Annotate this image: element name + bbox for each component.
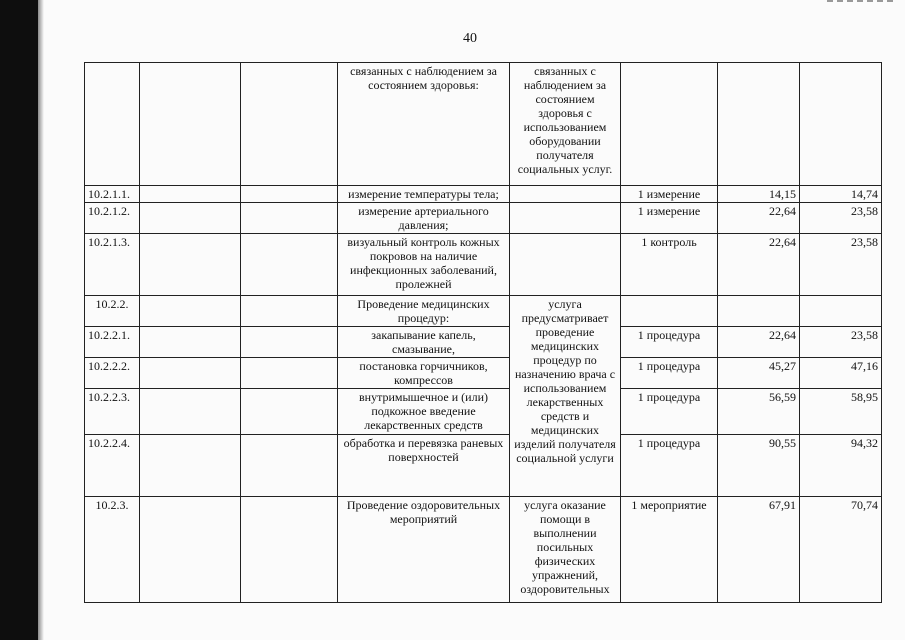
scan-artifact	[827, 0, 897, 2]
table-row	[85, 497, 882, 603]
page-number: 40	[463, 31, 477, 46]
service-name-cell: Проведение медицинских процедур:	[338, 296, 510, 327]
table-row	[85, 186, 882, 203]
price-cell: 14,74	[800, 186, 882, 203]
blank-cell	[140, 358, 241, 389]
unit-cell: 1 процедура	[621, 435, 718, 497]
table-row	[85, 327, 882, 358]
blank-cell	[140, 389, 241, 435]
blank-cell	[241, 234, 338, 296]
table-row	[85, 389, 882, 435]
tariff-table	[84, 62, 882, 603]
price-cell: 23,58	[800, 234, 882, 296]
price-cell: 22,64	[718, 234, 800, 296]
blank-cell	[241, 389, 338, 435]
price-cell: 23,58	[800, 327, 882, 358]
table-row	[85, 358, 882, 389]
code-cell: 10.2.1.2.	[85, 203, 140, 234]
price-cell: 22,64	[718, 327, 800, 358]
service-description-cell: связанных с наблюдением за состоянием здоровья с использованием оборудовании получателя социальных услуг.	[510, 63, 621, 186]
table-row	[85, 203, 882, 234]
blank-cell	[241, 497, 338, 603]
unit-cell: 1 измерение	[621, 203, 718, 234]
blank-cell	[140, 497, 241, 603]
unit-cell: 1 контроль	[621, 234, 718, 296]
blank-cell	[241, 358, 338, 389]
price-cell: 67,91	[718, 497, 800, 603]
service-name-cell: постановка горчичников, компрессов	[338, 358, 510, 389]
blank-cell	[140, 63, 241, 186]
price-cell: 23,58	[800, 203, 882, 234]
price-cell: 47,16	[800, 358, 882, 389]
table-row	[85, 296, 882, 327]
code-cell: 10.2.2.4.	[85, 435, 140, 497]
service-name-cell: внутримышечное и (или) подкожное введение лекарственных средств	[338, 389, 510, 435]
price-cell: 56,59	[718, 389, 800, 435]
price-cell: 45,27	[718, 358, 800, 389]
code-cell: 10.2.2.	[85, 296, 140, 327]
price-cell	[800, 296, 882, 327]
blank-cell	[241, 327, 338, 358]
unit-cell: 1 мероприятие	[621, 497, 718, 603]
blank-cell	[140, 203, 241, 234]
blank-cell	[241, 186, 338, 203]
code-cell: 10.2.1.3.	[85, 234, 140, 296]
service-name-cell: измерение артериального давления;	[338, 203, 510, 234]
blank-cell	[140, 296, 241, 327]
blank-cell	[241, 63, 338, 186]
price-cell	[718, 296, 800, 327]
blank-cell	[140, 435, 241, 497]
code-cell: 10.2.2.3.	[85, 389, 140, 435]
unit-cell: 1 измерение	[621, 186, 718, 203]
service-name-cell: визуальный контроль кожных покровов на наличие инфекционных заболеваний, пролежней	[338, 234, 510, 296]
table-row	[85, 234, 882, 296]
service-name-cell: Проведение оздоровительных мероприятий	[338, 497, 510, 603]
price-cell: 14,15	[718, 186, 800, 203]
table-row	[85, 63, 882, 186]
service-name-cell: закапывание капель, смазывание,	[338, 327, 510, 358]
service-description-cell	[510, 186, 621, 203]
code-cell: 10.2.2.2.	[85, 358, 140, 389]
price-cell: 94,32	[800, 435, 882, 497]
code-cell: 10.2.2.1.	[85, 327, 140, 358]
blank-cell	[241, 203, 338, 234]
service-name-cell: обработка и перевязка раневых поверхностей	[338, 435, 510, 497]
blank-cell	[140, 327, 241, 358]
blank-cell	[241, 296, 338, 327]
unit-cell	[621, 63, 718, 186]
scan-dark-edge	[0, 0, 38, 640]
price-cell	[718, 63, 800, 186]
unit-cell: 1 процедура	[621, 327, 718, 358]
unit-cell: 1 процедура	[621, 358, 718, 389]
service-name-cell: связанных с наблюдением за состоянием здоровья:	[338, 63, 510, 186]
price-cell: 90,55	[718, 435, 800, 497]
service-description-cell: услуга оказание помощи в выполнении посильных физических упражнений, оздоровительных	[510, 497, 621, 603]
table-row	[85, 435, 882, 497]
service-description-cell	[510, 203, 621, 234]
blank-cell	[140, 234, 241, 296]
blank-cell	[241, 435, 338, 497]
service-name-cell: измерение температуры тела;	[338, 186, 510, 203]
unit-cell: 1 процедура	[621, 389, 718, 435]
price-cell: 58,95	[800, 389, 882, 435]
code-cell: 10.2.3.	[85, 497, 140, 603]
price-cell: 22,64	[718, 203, 800, 234]
service-description-cell	[510, 234, 621, 296]
price-cell: 70,74	[800, 497, 882, 603]
unit-cell	[621, 296, 718, 327]
price-cell	[800, 63, 882, 186]
service-description-cell: услуга предусматривает проведение медицинских процедур по назначению врача с использованием лекарственных средств и медицинских изделий получателя социальной услуги	[510, 296, 621, 497]
blank-cell	[140, 186, 241, 203]
code-cell: 10.2.1.1.	[85, 186, 140, 203]
code-cell	[85, 63, 140, 186]
